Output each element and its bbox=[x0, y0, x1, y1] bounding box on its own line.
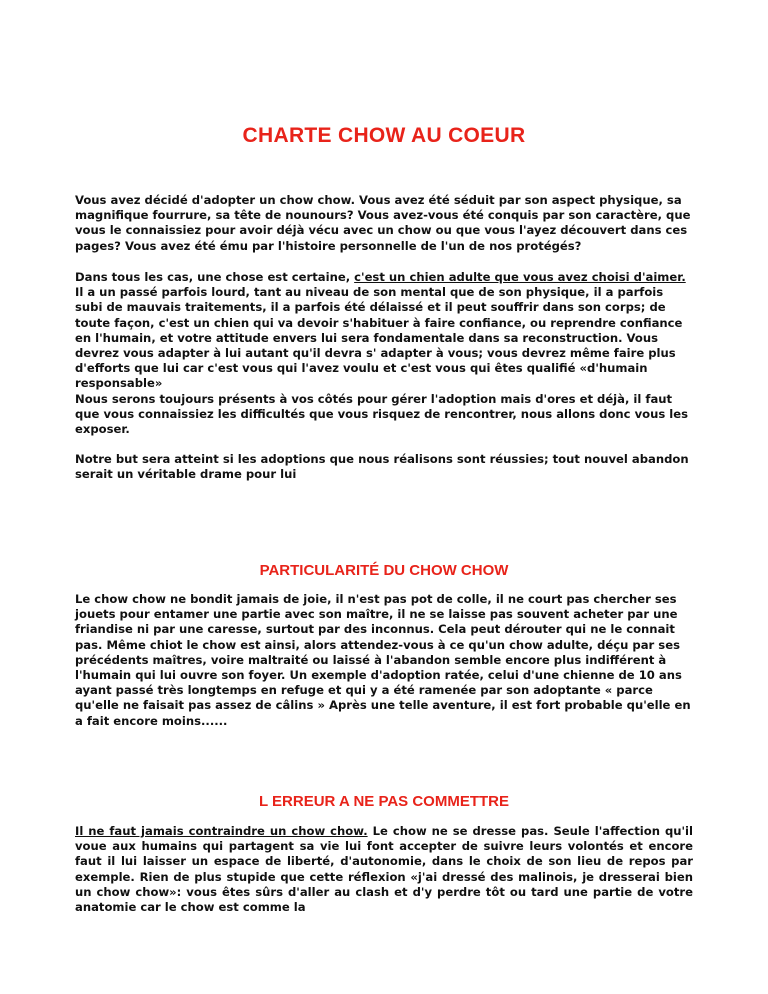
commitment-paragraph bbox=[75, 270, 693, 437]
commitment-underlined: c'est un chien adulte que vous avez choisi d'aimer. bbox=[354, 270, 686, 284]
support-text: Nous serons toujours présents à vos côtés pour gérer l'adoption mais d'ores et déjà, il faut que vous connaissiez les difficultés que vous risquez de rencontrer, nous allons donc vous les exposer. bbox=[75, 391, 689, 437]
section-heading-particularite: PARTICULARITÉ DU CHOW CHOW bbox=[259, 562, 509, 579]
goal-paragraph: Notre but sera atteint si les adoptions que nous réalisons sont réussies; tout nouvel abandon serait un véritable drame pour lui bbox=[75, 452, 689, 482]
erreur-body: Le chow ne se dresse pas. Seule l'affection qu'il voue aux humains qui partagent sa vie lui font accepter de suivre leurs volontés et encore faut il lui laisser un espace de liberté, d'autonomie, dans le choix de son lieu de repos par exemple. Rien de plus stupide que cette réflexion «j'ai dressé des malinois, je dresserai bien un chow chow»: vous êtes sûrs d'aller au clash et d'y perdre tôt ou tard une partie de votre anatomie car le chow est comme la bbox=[75, 824, 693, 915]
intro-paragraph: Vous avez décidé d'adopter un chow chow. Vous avez été séduit par son aspect physique, sa magnifique fourrure, sa tête de nounours? Vous avez-vous été conquis par son caractère, que vous le connaissiez pour avoir déjà vécu avec un chow ou que vous l'ayez découvert dans ces pages? Vous avez été ému par l'histoire personnelle de l'un de nos protégés? bbox=[75, 193, 691, 253]
document-title: CHARTE CHOW AU COEUR bbox=[242, 124, 526, 147]
erreur-underlined: Il ne faut jamais contraindre un chow chow. bbox=[75, 824, 368, 838]
commitment-rest: Il a un passé parfois lourd, tant au niveau de son mental que de son physique, il a parfois subi de mauvais traitements, il a parfois été délaissé et il peut souffrir dans son corps; de toute façon, c'est un chien qui va devoir s'habituer à faire confiance, ou reprendre confiance en l'humain, et votre attitude envers lui sera fondamentale dans sa reconstruction. Vous devrez vous adapter à lui autant qu'il devra s' adapter à vous; vous devrez même faire plus d'efforts que lui car c'est vous qui l'avez voulu et c'est vous qui êtes qualifié «d'humain responsable» bbox=[75, 285, 683, 391]
erreur-paragraph bbox=[75, 824, 693, 915]
commitment-lead: Dans tous les cas, une chose est certaine, bbox=[75, 270, 355, 284]
section-heading-erreur: L ERREUR A NE PAS COMMETTRE bbox=[258, 793, 509, 810]
particularite-paragraph: Le chow chow ne bondit jamais de joie, il n'est pas pot de colle, il ne court pas chercher ses jouets pour entamer une partie avec son maître, il ne se laisse pas souvent acheter par une friandise ni par une caresse, surtout par des inconnus. Cela peut dérouter qui ne le connait pas. Même chiot le chow est ainsi, alors attendez-vous à ce qu'un chow adulte, déçu par ses précédents maîtres, voire maltraité ou laissé à l'abandon semble encore plus indifférent à l'humain qui lui ouvre son foyer. Un exemple d'adoption ratée, celui d'une chienne de 10 ans ayant passé très longtemps en refuge et qui y a été ramenée par son adoptante « parce qu'elle ne faisait pas assez de câlins » Après une telle aventure, il est fort probable qu'elle en a fait encore moins...... bbox=[75, 592, 691, 728]
